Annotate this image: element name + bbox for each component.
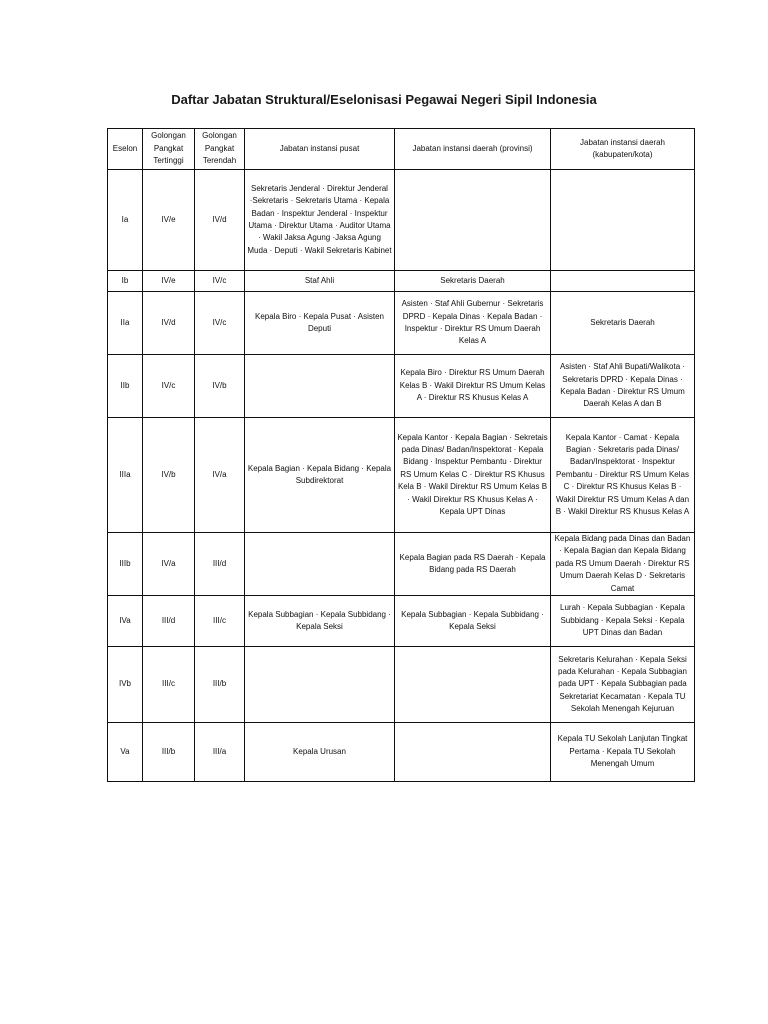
document-title: Daftar Jabatan Struktural/Eselonisasi Pegawai Negeri Sipil Indonesia [171, 92, 597, 107]
cell-jabatan-provinsi: Kepala Bagian pada RS Daerah · Kepala Bidang pada RS Daerah [395, 533, 551, 596]
cell-jabatan-kabkota: Kepala Kantor · Camat · Kepala Bagian · Sekretaris pada Dinas/ Badan/Inspektorat · Inspektur Pembantu · Direktur RS Umum Kelas C · Direktur RS Khusus Kelas B · Wakil Direktur RS Umum Kelas A dan B · Wakil Direktur RS Khusus Kelas A [551, 418, 695, 533]
eselon-table [107, 128, 695, 782]
header-golongan-tertinggi: Golongan Pangkat Tertinggi [143, 129, 195, 170]
cell-eselon: IIIa [108, 418, 143, 533]
cell-golongan-tertinggi: III/d [143, 596, 195, 647]
header-eselon: Eselon [108, 129, 143, 170]
cell-golongan-terendah: IV/c [195, 292, 245, 355]
header-golongan-terendah: Golongan Pangkat Terendah [195, 129, 245, 170]
cell-golongan-terendah: IV/d [195, 170, 245, 271]
cell-jabatan-pusat [245, 533, 395, 596]
cell-jabatan-pusat: Kepala Subbagian · Kepala Subbidang · Kepala Seksi [245, 596, 395, 647]
cell-eselon: IIIb [108, 533, 143, 596]
cell-eselon: Va [108, 723, 143, 782]
cell-jabatan-pusat [245, 355, 395, 418]
cell-eselon: IIb [108, 355, 143, 418]
table-row [108, 723, 695, 782]
cell-golongan-terendah: IV/b [195, 355, 245, 418]
cell-golongan-tertinggi: IV/b [143, 418, 195, 533]
cell-eselon: Ia [108, 170, 143, 271]
cell-jabatan-kabkota: Sekretaris Kelurahan · Kepala Seksi pada Kelurahan · Kepala Subbagian pada UPT · Kepala Subbagian pada Sekretariat Kecamatan · Kepala TU Sekolah Menengah Kejuruan [551, 647, 695, 723]
table-row [108, 271, 695, 292]
cell-golongan-terendah: III/b [195, 647, 245, 723]
cell-golongan-tertinggi: IV/a [143, 533, 195, 596]
cell-golongan-tertinggi: III/c [143, 647, 195, 723]
cell-golongan-terendah: IV/c [195, 271, 245, 292]
cell-golongan-tertinggi: IV/e [143, 271, 195, 292]
cell-golongan-tertinggi: III/b [143, 723, 195, 782]
cell-jabatan-provinsi [395, 170, 551, 271]
table-row [108, 533, 695, 596]
cell-golongan-tertinggi: IV/c [143, 355, 195, 418]
cell-golongan-terendah: III/d [195, 533, 245, 596]
table-row [108, 292, 695, 355]
cell-jabatan-kabkota [551, 170, 695, 271]
cell-jabatan-provinsi: Sekretaris Daerah [395, 271, 551, 292]
cell-jabatan-provinsi [395, 647, 551, 723]
cell-jabatan-pusat: Staf Ahli [245, 271, 395, 292]
cell-jabatan-pusat [245, 647, 395, 723]
table-header-row [108, 129, 695, 170]
table-row [108, 647, 695, 723]
cell-jabatan-kabkota [551, 271, 695, 292]
cell-eselon: Ib [108, 271, 143, 292]
cell-golongan-tertinggi: IV/d [143, 292, 195, 355]
cell-jabatan-provinsi: Asisten · Staf Ahli Gubernur · Sekretaris DPRD · Kepala Dinas · Kepala Badan · Inspektur · Direktur RS Umum Daerah Kelas A [395, 292, 551, 355]
header-jabatan-provinsi: Jabatan instansi daerah (provinsi) [395, 129, 551, 170]
cell-eselon: IIa [108, 292, 143, 355]
cell-jabatan-pusat: Kepala Bagian · Kepala Bidang · Kepala Subdirektorat [245, 418, 395, 533]
cell-jabatan-kabkota: Lurah · Kepala Subbagian · Kepala Subbidang · Kepala Seksi · Kepala UPT Dinas dan Badan [551, 596, 695, 647]
cell-eselon: IVa [108, 596, 143, 647]
cell-jabatan-kabkota: Asisten · Staf Ahli Bupati/Walikota · Sekretaris DPRD · Kepala Dinas · Kepala Badan · Direktur RS Umum Daerah Kelas A dan B [551, 355, 695, 418]
cell-golongan-terendah: III/a [195, 723, 245, 782]
cell-jabatan-provinsi: Kepala Subbagian · Kepala Subbidang · Kepala Seksi [395, 596, 551, 647]
table-row [108, 596, 695, 647]
table-row [108, 170, 695, 271]
cell-jabatan-kabkota: Kepala Bidang pada Dinas dan Badan · Kepala Bagian dan Kepala Bidang pada RS Umum Daerah · Direktur RS Umum Daerah Kelas D · Sekretaris Camat [551, 533, 695, 596]
cell-golongan-terendah: III/c [195, 596, 245, 647]
eselon-table-container [107, 128, 694, 782]
cell-jabatan-provinsi: Kepala Biro · Direktur RS Umum Daerah Kelas B · Wakil Direktur RS Umum Kelas A · Direktur RS Khusus Kelas A [395, 355, 551, 418]
cell-eselon: IVb [108, 647, 143, 723]
cell-jabatan-pusat: Kepala Biro · Kepala Pusat · Asisten Deputi [245, 292, 395, 355]
cell-jabatan-provinsi: Kepala Kantor · Kepala Bagian · Sekretais pada Dinas/ Badan/Inspektorat · Kepala Bidang · Inspektur Pembantu · Direktur RS Umum Kelas C · Direktur RS Khusus Kela B · Wakil Direktur RS Umum Kelas B · Wakil Direktur RS Khusus Kelas A · Kepala UPT Dinas [395, 418, 551, 533]
header-jabatan-pusat: Jabatan instansi pusat [245, 129, 395, 170]
header-jabatan-kabkota: Jabatan instansi daerah (kabupaten/kota) [551, 129, 695, 170]
cell-jabatan-pusat: Kepala Urusan [245, 723, 395, 782]
cell-golongan-tertinggi: IV/e [143, 170, 195, 271]
cell-jabatan-provinsi [395, 723, 551, 782]
cell-jabatan-kabkota: Kepala TU Sekolah Lanjutan Tingkat Pertama · Kepala TU Sekolah Menengah Umum [551, 723, 695, 782]
cell-golongan-terendah: IV/a [195, 418, 245, 533]
table-row [108, 355, 695, 418]
cell-jabatan-kabkota: Sekretaris Daerah [551, 292, 695, 355]
table-row [108, 418, 695, 533]
cell-jabatan-pusat: Sekretaris Jenderal · Direktur Jenderal ·Sekretaris · Sekretaris Utama · Kepala Badan · Inspektur Jenderal · Inspektur Utama · Direktur Utama · Auditor Utama · Wakil Jaksa Agung ·Jaksa Agung Muda · Deputi · Wakil Sekretaris Kabinet [245, 170, 395, 271]
